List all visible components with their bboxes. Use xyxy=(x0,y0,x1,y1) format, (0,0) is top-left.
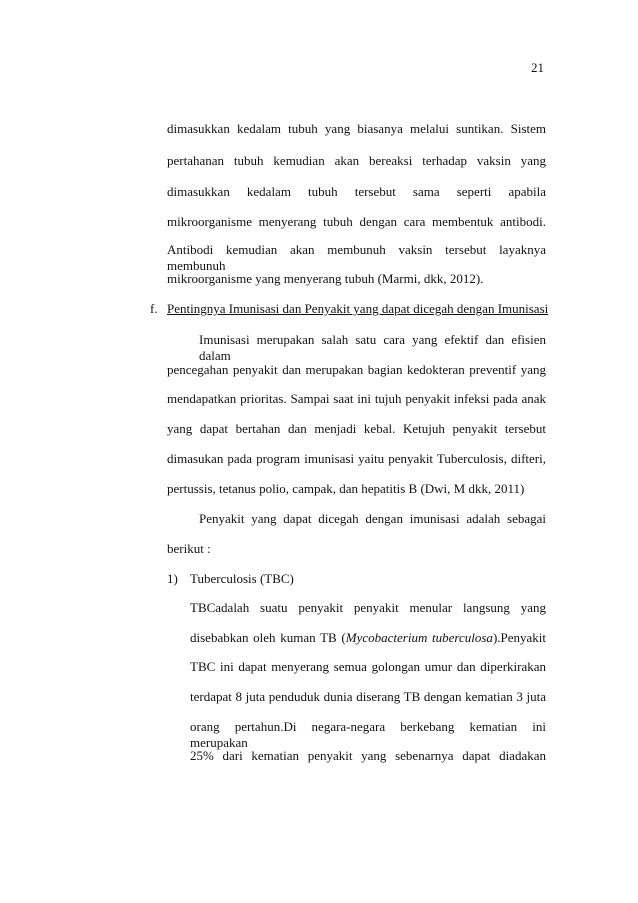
paragraph-line: Penyakit yang dapat dicegah dengan imunisasi adalah sebagai xyxy=(199,511,546,526)
paragraph-line: dimasukkan kedalam tubuh tersebut sama seperti apabila xyxy=(167,184,546,199)
paragraph-line: mendapatkan prioritas. Sampai saat ini tujuh penyakit infeksi pada anak xyxy=(167,391,546,406)
paragraph-line: TBCadalah suatu penyakit penyakit menular langsung yang xyxy=(190,600,546,615)
paragraph-line xyxy=(190,630,546,646)
paragraph-line: pencegahan penyakit dan merupakan bagian kedokteran preventif yang xyxy=(167,362,546,377)
paragraph-line: mikroorganisme menyerang tubuh dengan cara membentuk antibodi. xyxy=(167,214,546,229)
paragraph-line: pertahanan tubuh kemudian akan bereaksi terhadap vaksin yang xyxy=(167,153,546,168)
list-marker: 1) xyxy=(167,571,178,586)
paragraph-line: 25% dari kematian penyakit yang sebenarnya dapat diadakan xyxy=(190,748,546,763)
text-segment: disebabkan oleh kuman TB ( xyxy=(190,630,346,645)
text-segment: ).Penyakit xyxy=(492,630,547,645)
page-number: 21 xyxy=(531,60,544,75)
italic-species-name: Mycobacterium tuberculosa xyxy=(345,630,493,645)
list-item-title: Tuberculosis (TBC) xyxy=(190,571,294,586)
paragraph-line: terdapat 8 juta penduduk dunia diserang TB dengan kematian 3 juta xyxy=(190,689,546,704)
paragraph-line: pertussis, tetanus polio, campak, dan hepatitis B (Dwi, M dkk, 2011) xyxy=(167,481,525,496)
paragraph-line: yang dapat bertahan dan menjadi kebal. Ketujuh penyakit tersebut xyxy=(167,421,546,436)
paragraph-line: Antibodi kemudian akan membunuh vaksin tersebut layaknya membunuh xyxy=(167,242,546,273)
paragraph-line: TBC ini dapat menyerang semua golongan umur dan diperkirakan xyxy=(190,659,546,674)
paragraph-line: Imunisasi merupakan salah satu cara yang efektif dan efisien dalam xyxy=(199,332,546,363)
paragraph-line: orang pertahun.Di negara-negara berkebang kematian ini merupakan xyxy=(190,719,546,750)
section-title: Pentingnya Imunisasi dan Penyakit yang dapat dicegah dengan Imunisasi xyxy=(167,301,549,316)
section-marker: f. xyxy=(150,301,158,316)
paragraph-line: mikroorganisme yang menyerang tubuh (Marmi, dkk, 2012). xyxy=(167,271,484,286)
paragraph-line: dimasukan pada program imunisasi yaitu penyakit Tuberculosis, difteri, xyxy=(167,451,546,466)
paragraph-line: dimasukkan kedalam tubuh yang biasanya melalui suntikan. Sistem xyxy=(167,121,546,136)
paragraph-line: berikut : xyxy=(167,541,211,556)
